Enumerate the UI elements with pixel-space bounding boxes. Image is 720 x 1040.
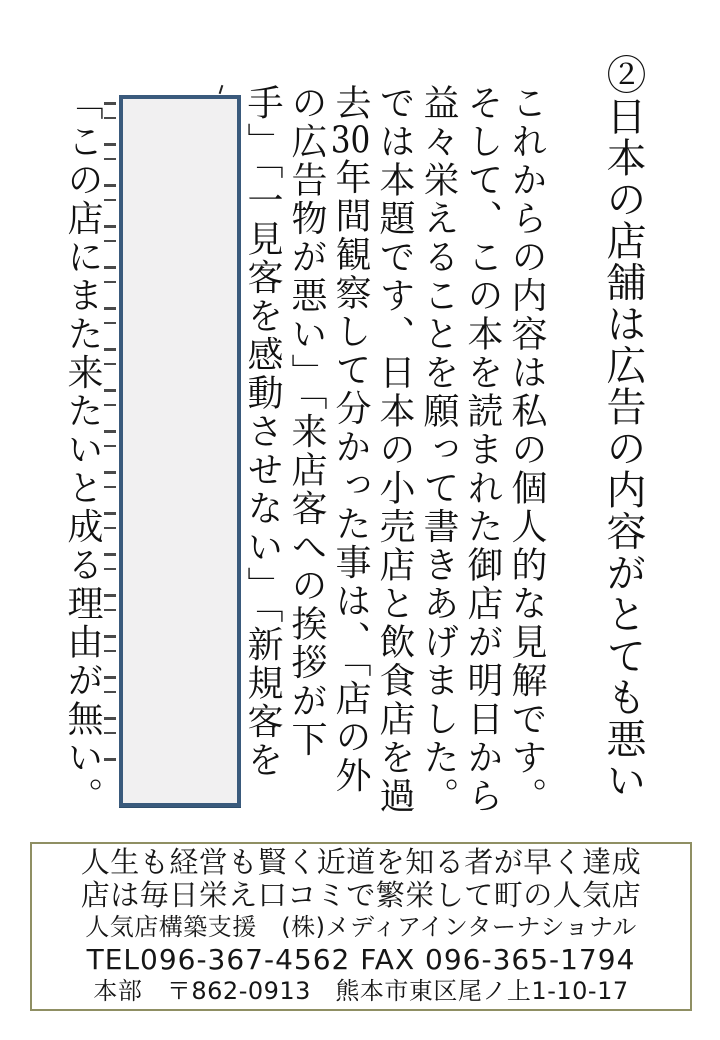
column-text: これからの内容は私の個人的な見解です。 [506, 84, 547, 816]
text-column-1 [505, 84, 547, 824]
overlay-rectangle [119, 95, 241, 807]
column-text: では本題です、日本の小売店と飲食店を過 [374, 84, 415, 816]
column-text: 「この店にまた来たいと成る理由が無い。 [62, 84, 103, 816]
column-text: 年間観察して分かった事は、「店の外 [330, 158, 371, 795]
obscured-glyph-fragments [104, 102, 116, 766]
page-heading: ②日本の店舗は広告の内容がとても悪い [600, 54, 646, 801]
obscured-glyph-fragment [219, 85, 224, 94]
footer-address-line: 本部 〒862-0913 熊本市東区尾ノ上1-10-17 [93, 977, 629, 1005]
footer-company-line: 人気店構築支援 (株)メディアインターナショナル [85, 913, 637, 941]
text-column-4 [373, 84, 415, 824]
text-column-7 [241, 84, 283, 824]
column-text: 去 [330, 84, 371, 123]
footer-contact-box [30, 842, 692, 1011]
column-tcy-number: 30 [330, 122, 371, 159]
text-column-6 [285, 84, 327, 824]
column-text: そして、この本を読まれた御店が明日から [462, 84, 503, 816]
text-column-2 [461, 84, 503, 824]
footer-slogan-line-1: 人生も経営も賢く近道を知る者が早く達成 [80, 845, 642, 879]
text-column-5 [329, 84, 371, 824]
column-text: の広告物が悪い」「来店客への挨拶が下 [286, 84, 327, 759]
text-column-3 [417, 84, 459, 824]
text-column-8 [61, 84, 103, 824]
footer-tel-fax-line: TEL096-367-4562 FAX 096-365-1794 [86, 943, 636, 976]
column-text: 益々栄えることを願って書きあげました。 [418, 84, 459, 816]
footer-slogan-line-2: 店は毎日栄え口コミで繁栄して町の人気店 [80, 878, 642, 912]
column-text: 手」「一見客を感動させない」「新規客を [242, 84, 283, 780]
